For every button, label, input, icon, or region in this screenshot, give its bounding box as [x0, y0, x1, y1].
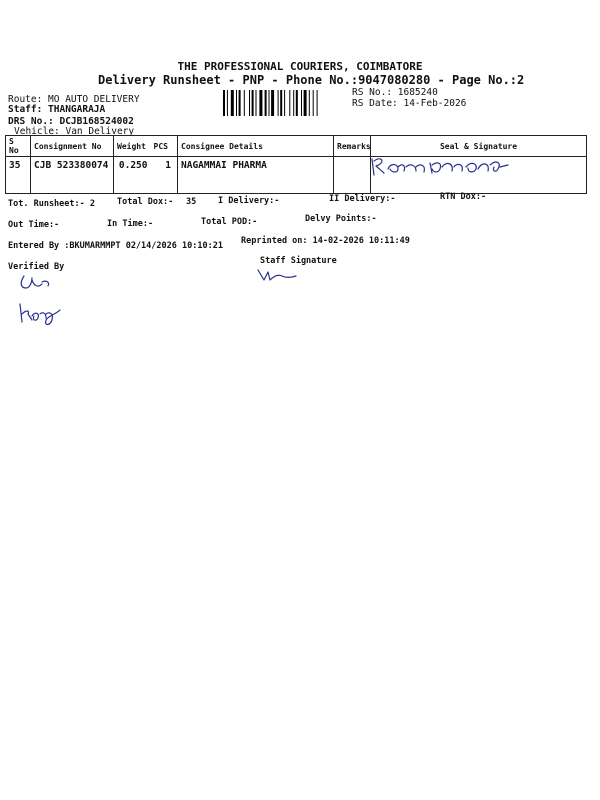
delvy-points: Delvy Points:- [305, 214, 377, 224]
rs-date: RS Date: 14-Feb-2026 [352, 98, 467, 109]
cell-consignee: NAGAMMAI PHARMA [178, 157, 334, 194]
total-pod: Total POD:- [201, 217, 258, 227]
rtn-dox: RTN Dox:- [440, 192, 487, 202]
cell-weight: 0.250 [114, 157, 151, 194]
entered-by: Entered By :BKUMARMMPT 02/14/2026 10:10:21 [8, 241, 223, 251]
runsheet-subtitle: Delivery Runsheet - PNP - Phone No.:9047080280 - Page No.:2 [98, 73, 525, 87]
drs-number: DRS No.: DCJB168524002 [8, 116, 134, 127]
ii-delivery: II Delivery:- [329, 194, 396, 204]
col-header-consignee: Consignee Details [178, 136, 334, 157]
col-header-pcs: PCS [151, 136, 178, 157]
col-header-sno: S No [6, 136, 31, 157]
route-label: Route: MO AUTO DELIVERY [8, 94, 140, 105]
verifier-initials [18, 272, 54, 294]
col-header-consignment: Consignment No [31, 136, 114, 157]
receiver-signature [368, 153, 518, 179]
i-delivery: I Delivery:- [218, 196, 280, 206]
total-dox-label: Total Dox:- [117, 197, 174, 207]
total-dox-value: 35 [186, 197, 197, 207]
col-header-remarks: Remarks [334, 136, 371, 157]
company-title: THE PROFESSIONAL COURIERS, COIMBATORE [177, 60, 423, 73]
cell-remarks [334, 157, 371, 194]
verifier-signature [16, 300, 70, 328]
staff-signature [256, 266, 300, 284]
cell-sno: 35 [6, 157, 31, 194]
in-time: In Time:- [107, 219, 154, 229]
rs-number: RS No.: 1685240 [352, 87, 438, 98]
reprinted-on: Reprinted on: 14-02-2026 10:11:49 [241, 236, 410, 246]
cell-consignment: CJB 523380074 [31, 157, 114, 194]
cell-pcs: 1 [151, 157, 178, 194]
barcode [223, 90, 347, 116]
col-header-weight: Weight [114, 136, 151, 157]
staff-label: Staff: THANGARAJA [8, 104, 106, 115]
tot-runsheet: Tot. Runsheet:- 2 [8, 199, 95, 209]
vehicle-label: Vehicle: Van Delivery [14, 126, 135, 137]
out-time: Out Time:- [8, 220, 60, 230]
verified-by-label: Verified By [8, 262, 65, 272]
col-header-seal-signature: Seal & Signature [371, 136, 587, 157]
staff-signature-label: Staff Signature [260, 256, 337, 266]
